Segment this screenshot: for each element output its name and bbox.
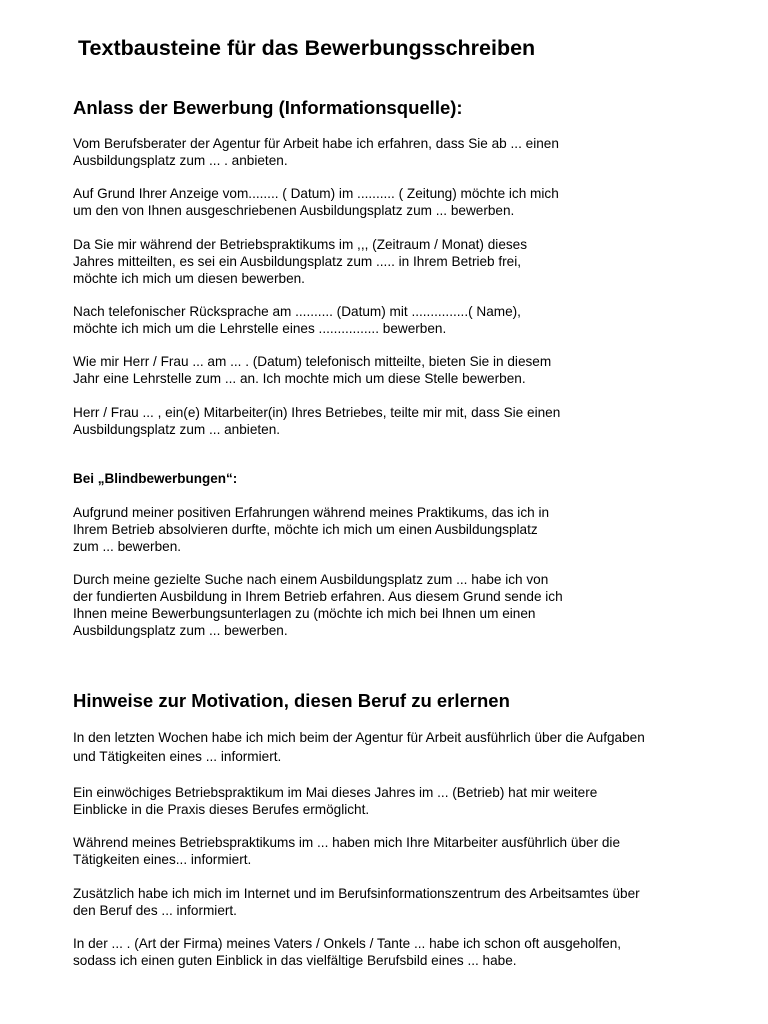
paragraph: [73, 885, 640, 919]
text-line: möchte ich mich um diesen bewerben.: [73, 271, 305, 286]
text-line: der fundierten Ausbildung in Ihrem Betrieb erfahren. Aus diesem Grund sende ich: [73, 589, 563, 604]
text-line: Durch meine gezielte Suche nach einem Ausbildungsplatz zum ... habe ich von: [73, 572, 549, 587]
section-heading-anlass: Anlass der Bewerbung (Informationsquelle):: [73, 97, 463, 118]
section-heading-motivation: Hinweise zur Motivation, diesen Beruf zu erlernen: [73, 690, 510, 711]
text-line: Ausbildungsplatz zum ... anbieten.: [73, 422, 281, 437]
text-line: Wie mir Herr / Frau ... am ... . (Datum) telefonisch mitteilte, bieten Sie in diesem: [73, 354, 552, 369]
paragraph: [73, 353, 551, 387]
text-line: Tätigkeiten eines... informiert.: [73, 852, 252, 867]
text-line: Auf Grund Ihrer Anzeige vom........ ( Datum) im .......... ( Zeitung) möchte ich mich: [73, 186, 559, 201]
text-line: Aufgrund meiner positiven Erfahrungen während meines Praktikums, das ich in: [73, 505, 550, 520]
text-line: zum ... bewerben.: [73, 539, 182, 554]
text-line: Jahres mitteilten, es sei ein Ausbildungsplatz zum ..... in Ihrem Betrieb frei,: [73, 254, 522, 269]
text-line: möchte ich mich um die Lehrstelle eines ................ bewerben.: [73, 321, 447, 336]
text-line: Ihrem Betrieb absolvieren durfte, möchte ich mich um einen Ausbildungsplatz: [73, 522, 538, 537]
text-line: Vom Berufsberater der Agentur für Arbeit habe ich erfahren, dass Sie ab ... einen: [73, 136, 559, 151]
paragraph: [73, 404, 560, 438]
text-line: Ausbildungsplatz zum ... bewerben.: [73, 623, 288, 638]
text-line: Einblicke in die Praxis dieses Berufes ermöglicht.: [73, 802, 370, 817]
text-line: Während meines Betriebspraktikums im ... haben mich Ihre Mitarbeiter ausführlich über die: [73, 835, 621, 850]
document-title: Textbausteine für das Bewerbungsschreiben: [78, 36, 536, 60]
paragraph: [73, 571, 563, 639]
text-line: um den von Ihnen ausgeschriebenen Ausbildungsplatz zum ... bewerben.: [73, 203, 515, 218]
text-line: sodass ich einen guten Einblick in das vielfältige Berufsbild eines ... habe.: [73, 953, 517, 968]
text-line: In den letzten Wochen habe ich mich beim der Agentur für Arbeit ausführlich über die Aufgaben: [73, 730, 645, 745]
paragraph: [73, 728, 645, 766]
text-line: Herr / Frau ... , ein(e) Mitarbeiter(in) Ihres Betriebes, teilte mir mit, dass Sie einen: [73, 405, 561, 420]
text-line: Nach telefonischer Rücksprache am .......... (Datum) mit ...............( Name),: [73, 304, 521, 319]
text-line: und Tätigkeiten eines ... informiert.: [73, 749, 282, 764]
text-line: Da Sie mir während der Betriebspraktikums im ,,, (Zeitraum / Monat) dieses: [73, 237, 528, 252]
paragraph: [73, 834, 620, 868]
text-line: Ein einwöchiges Betriebspraktikum im Mai dieses Jahres im ... (Betrieb) hat mir weitere: [73, 785, 598, 800]
paragraph: [73, 236, 527, 287]
subheading-blindbewerbungen: Bei „Blindbewerbungen“:: [73, 471, 238, 486]
text-line: Jahr eine Lehrstelle zum ... an. Ich mochte mich um diese Stelle bewerben.: [73, 371, 526, 386]
paragraph: [73, 303, 521, 337]
text-line: In der ... . (Art der Firma) meines Vaters / Onkels / Tante ... habe ich schon oft ausgeholfen,: [73, 936, 622, 951]
text-line: Zusätzlich habe ich mich im Internet und im Berufsinformationszentrum des Arbeitsamtes über: [73, 886, 640, 901]
text-line: den Beruf des ... informiert.: [73, 903, 237, 918]
paragraph: [73, 504, 549, 555]
paragraph: [73, 935, 621, 969]
paragraph: [73, 185, 559, 219]
paragraph: [73, 784, 597, 818]
text-line: Ausbildungsplatz zum ... . anbieten.: [73, 153, 288, 168]
paragraph: [73, 135, 559, 169]
text-line: Ihnen meine Bewerbungsunterlagen zu (möchte ich mich bei Ihnen um einen: [73, 606, 536, 621]
